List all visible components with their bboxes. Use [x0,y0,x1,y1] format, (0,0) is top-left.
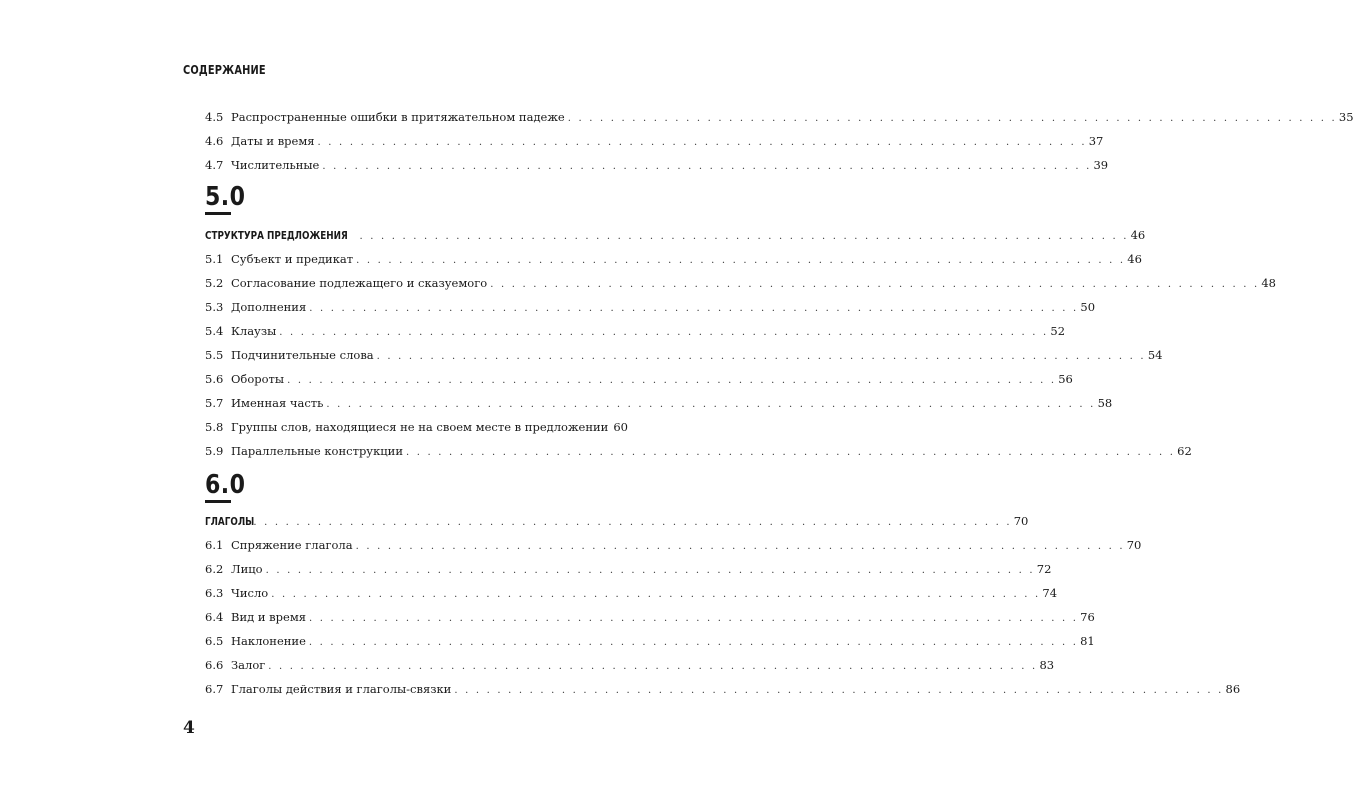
toc-entry-title: Группы слов, находящиеся не на своем месте в предложении [231,420,609,434]
toc-entry-number: 4.7 [205,158,224,172]
toc-entry-title: Субъект и предикат [231,252,354,266]
dot-leader: . . . . . . . . . . . . . . . . . . . . . . . . . . . . . . . . . . . . . . . . . . . . . . . . . . . . . . . . . . . . . . . . . . . . . . . . [326,399,1096,410]
toc-entry-number: 5.7 [205,396,224,410]
toc-page-number: 46 [1127,252,1142,266]
toc-entry [205,108,1354,126]
dot-leader: . . . . . . . . . . . . . . . . . . . . . . . . . . . . . . . . . . . . . . . . . . . . . . . . . . . . . . . . . . . . . . . . . . . . . . . . [265,565,1035,576]
toc-entry [205,250,1142,268]
toc-page-number: 70 [1013,514,1029,528]
toc-page-number: 50 [1080,300,1096,314]
toc-entry-title: Даты и время [231,134,315,148]
dot-leader: . . . . . . . . . . . . . . . . . . . . . . . . . . . . . . . . . . . . . . . . . . . . . . . . . . . . . . . . . . . . . . . . . . . . . . . . [309,613,1079,624]
toc-entry [205,632,1095,650]
dot-leader: . . . . . . . . . . . . . . . . . . . . . . . . . . . . . . . . . . . . . . . . . . . . . . . . . . . . . . . . . . . . . . . . . . . . . . . . [355,541,1125,552]
page-title: СОДЕРЖАНИЕ [183,63,266,77]
toc-entry-number: 6.3 [205,586,224,600]
toc-entry-number: 5.2 [205,276,224,290]
dot-leader: . . . . . . . . . . . . . . . . . . . . . . . . . . . . . . . . . . . . . . . . . . . . . . . . . . . . . . . . . . . . . . . . . . . . . . . . [268,661,1038,672]
toc-section-heading [205,512,1029,530]
toc-entry [205,418,628,436]
toc-entry [205,370,1073,388]
toc-entry [205,322,1066,340]
toc-page-number: 60 [613,420,628,434]
toc-page-number: 58 [1097,396,1113,410]
toc-entry-title: Наклонение [231,634,306,648]
toc-section-heading [205,226,1146,244]
toc-entry [205,298,1096,316]
toc-page-number: 48 [1261,276,1276,290]
toc-page-number: 83 [1039,658,1055,672]
dot-leader: . . . . . . . . . . . . . . . . . . . . . . . . . . . . . . . . . . . . . . . . . . . . . . . . . . . . . . . . . . . . . . . . . . . . . . . . [356,255,1126,266]
toc-entry-title: Вид и время [231,610,307,624]
toc-entry-title: Залог [231,658,266,672]
toc-page-number: 62 [1177,444,1192,458]
toc-entry-title: Подчинительные слова [231,348,374,362]
toc-entry [205,442,1192,460]
dot-leader: . . . . . . . . . . . . . . . . . . . . . . . . . . . . . . . . . . . . . . . . . . . . . . . . . . . . . . . . . . . . . . . . . . . . . . . . [359,231,1129,242]
dot-leader: . . . . . . . . . . . . . . . . . . . . . . . . . . . . . . . . . . . . . . . . . . . . . . . . . . . . . . . . . . . . . . . . . . . . . . . . [317,137,1087,148]
toc-entry-title: Клаузы [231,324,277,338]
toc-entry [205,536,1142,554]
toc-page-number: 39 [1093,158,1109,172]
toc-entry [205,560,1052,578]
toc-entry-number: 5.4 [205,324,224,338]
dot-leader: . . . . . . . . . . . . . . . . . . . . . . . . . . . . . . . . . . . . . . . . . . . . . . . . . . . . . . . . . . . . . . . . . . . . . . . . [287,375,1057,386]
toc-page-number: 35 [1338,110,1354,124]
toc-page-number: 46 [1130,228,1146,242]
page-number: 4 [183,718,195,738]
toc-entry-title: Спряжение глагола [231,538,353,552]
toc-page-number: 70 [1126,538,1142,552]
dot-leader: . . . . . . . . . . . . . . . . . . . . . . . . . . . . . . . . . . . . . . . . . . . . . . . . . . . . . . . . . . . . . . . . . . . . . . . . [322,161,1092,172]
toc-page-number: 56 [1058,372,1073,386]
dot-leader: . . . . . . . . . . . . . . . . . . . . . . . . . . . . . . . . . . . . . . . . . . . . . . . . . . . . . . . . . . . . . . . . . . . . . . . . [242,517,1012,528]
toc-entry-number: 6.6 [205,658,224,672]
toc-page-number: 81 [1080,634,1095,648]
toc-entry [205,132,1104,150]
toc-entry-number: 5.8 [205,420,224,434]
toc-page-number: 54 [1147,348,1163,362]
toc-entry-title: Именная часть [231,396,324,410]
toc-entry-title: Лицо [231,562,263,576]
toc-entry-number: 5.5 [205,348,224,362]
toc-entry-title: Параллельные конструкции [231,444,403,458]
dot-leader: . . . . . . . . . . . . . . . . . . . . . . . . . . . . . . . . . . . . . . . . . . . . . . . . . . . . . . . . . . . . . . . . . . . . . . . . [567,113,1337,124]
toc-entry [205,680,1241,698]
toc-entry-number: 5.1 [205,252,224,266]
toc-entry [205,394,1113,412]
dot-leader: . . . . . . . . . . . . . . . . . . . . . . . . . . . . . . . . . . . . . . . . . . . . . . . . . . . . . . . . . . . . . . . . . . . . . . . . [309,303,1079,314]
toc-entry-number: 5.3 [205,300,224,314]
toc-entry [205,656,1055,674]
chapter-number: 6.0 [205,470,246,500]
toc-heading-title: ГЛАГОЛЫ [205,515,255,528]
toc-entry-number: 6.1 [205,538,224,552]
toc-entry-number: 5.6 [205,372,224,386]
toc-entry [205,608,1095,626]
chapter-number: 5.0 [205,182,246,212]
toc-entry-title: Обороты [231,372,285,386]
toc-page-number: 76 [1080,610,1095,624]
dot-leader: . . . . . . . . . . . . . . . . . . . . . . . . . . . . . . . . . . . . . . . . . . . . . . . . . . . . . . . . . . . . . . . . . . . . . . . . [405,447,1176,458]
toc-page-number: 74 [1042,586,1058,600]
toc-entry [205,584,1058,602]
toc-entry-number: 4.6 [205,134,224,148]
dot-leader: . . . . . . . . . . . . . . . . . . . . . . . . . . . . . . . . . . . . . . . . . . . . . . . . . . . . . . . . . . . . . . . . . . . . . . . . [279,327,1049,338]
dot-leader: . . . . . . . . . . . . . . . . . . . . . . . . . . . . . . . . . . . . . . . . . . . . . . . . . . . . . . . . . . . . . . . . . . . . . . . . [454,685,1224,696]
toc-entry [205,156,1109,174]
toc-page-number: 52 [1050,324,1066,338]
toc-heading-title: СТРУКТУРА ПРЕДЛОЖЕНИЯ [205,229,348,242]
toc-entry-number: 6.7 [205,682,224,696]
toc-entry-number: 5.9 [205,444,224,458]
toc-entry-number: 4.5 [205,110,224,124]
chapter-underline [205,212,231,215]
dot-leader: . . . . . . . . . . . . . . . . . . . . . . . . . . . . . . . . . . . . . . . . . . . . . . . . . . . . . . . . . . . . . . . . . . . . . . . . [376,351,1146,362]
chapter-underline [205,500,231,503]
toc-entry-number: 6.4 [205,610,224,624]
toc-entry-title: Число [231,586,269,600]
toc-entry [205,274,1276,292]
dot-leader: . . . . . . . . . . . . . . . . . . . . . . . . . . . . . . . . . . . . . . . . . . . . . . . . . . . . . . . . . . . . . . . . . . . . . . . . [308,637,1079,648]
toc-entry-number: 6.2 [205,562,224,576]
toc-entry-title: Числительные [231,158,320,172]
dot-leader: . . . . . . . . . . . . . . . . . . . . . . . . . . . . . . . . . . . . . . . . . . . . . . . . . . . . . . . . . . . . . . . . . . . . . . . . [490,279,1260,290]
dot-leader: . . . . . . . . . . . . . . . . . . . . . . . . . . . . . . . . . . . . . . . . . . . . . . . . . . . . . . . . . . . . . . . . . . . . . . . . [271,589,1041,600]
toc-page-number: 72 [1036,562,1052,576]
toc-page-number: 37 [1088,134,1104,148]
toc-page-number: 86 [1225,682,1241,696]
toc-entry-title: Распространенные ошибки в притяжательном падеже [231,110,565,124]
toc-entry-number: 6.5 [205,634,224,648]
toc-entry [205,346,1163,364]
toc-entry-title: Дополнения [231,300,307,314]
toc-entry-title: Согласование подлежащего и сказуемого [231,276,488,290]
toc-entry-title: Глаголы действия и глаголы-связки [231,682,452,696]
